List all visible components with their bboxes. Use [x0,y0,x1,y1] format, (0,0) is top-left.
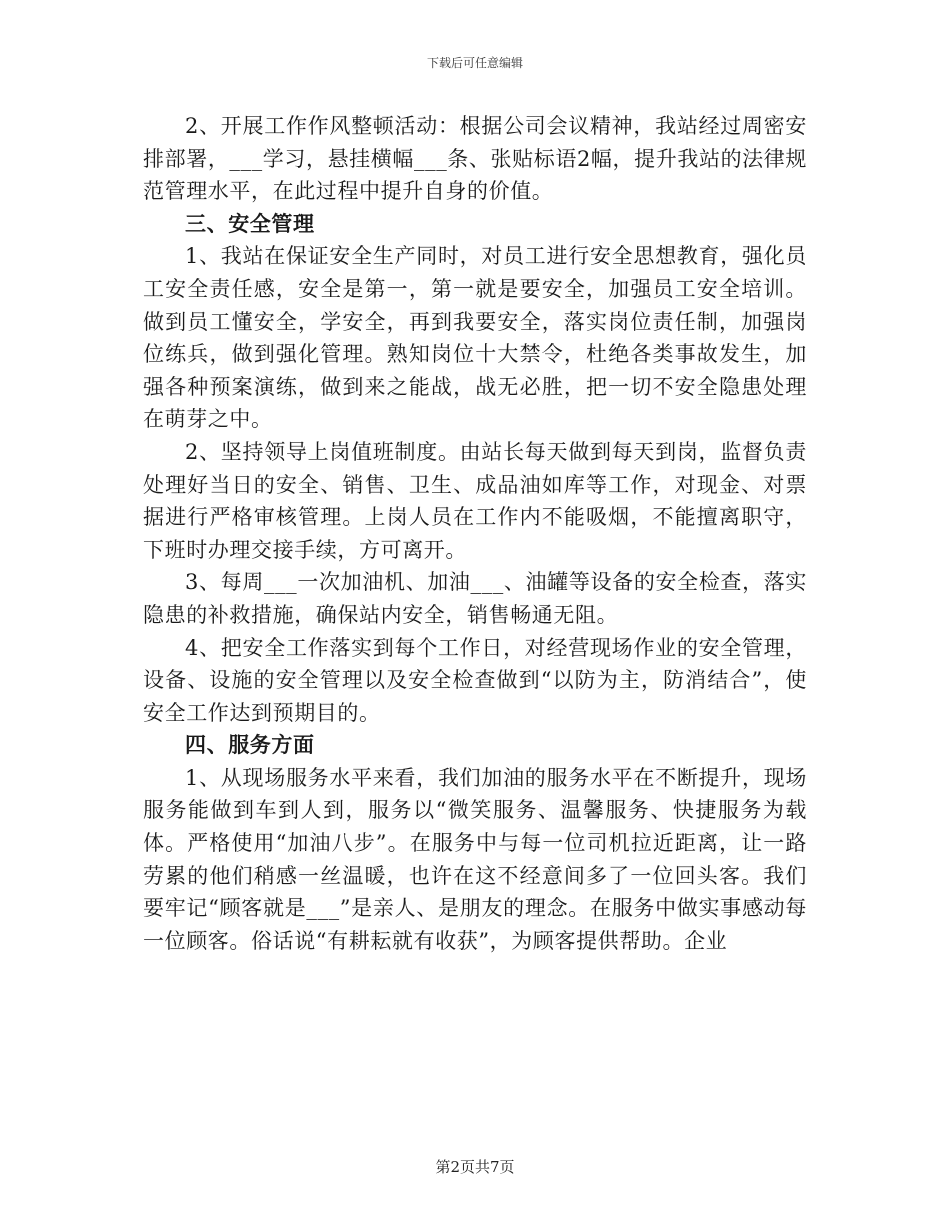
page-number: 第2页共7页 [435,1158,515,1176]
document-body [143,110,807,957]
paragraph-safety-3: 3、每周___一次加油机、加油___、油罐等设备的安全检查，落实隐患的补救措施，确保站内安全，销售畅通无阻。 [143,570,807,627]
paragraph-work-style: 2、开展工作作风整顿活动：根据公司会议精神，我站经过周密安排部署，___学习，悬挂横幅___条、张贴标语2幅，提升我站的法律规范管理水平，在此过程中提升自身的价值。 [143,114,807,204]
paragraph-safety-1: 1、我站在保证安全生产同时，对员工进行安全思想教育，强化员工安全责任感，安全是第一，第一就是要安全，加强员工安全培训。做到员工懂安全，学安全，再到我要安全，落实岗位责任制，加强岗位练兵，做到强化管理。熟知岗位十大禁令，杜绝各类事故发生，加强各种预案演练，做到来之能战，战无必胜，把一切不安全隐患处理在萌芽之中。 [143,244,807,432]
section-heading-safety: 三、安全管理 [185,210,315,236]
paragraph-service-1: 1、从现场服务水平来看，我们加油的服务水平在不断提升，现场服务能做到车到人到，服务以“微笑服务、温馨服务、快捷服务为载体。严格使用“加油八步”。在服务中与每一位司机拉近距离，让一路劳累的他们稍感一丝温暖，也许在这不经意间多了一位回头客。我们要牢记“顾客就是___”是亲人、是朋友的理念。在服务中做实事感动每一位顾客。俗话说“有耕耘就有收获”，为顾客提供帮助。企业 [143,765,807,953]
paragraph-safety-2: 2、坚持领导上岗值班制度。由站长每天做到每天到岗，监督负责处理好当日的安全、销售、卫生、成品油如库等工作，对现金、对票据进行严格审核管理。上岗人员在工作内不能吸烟，不能擅离职守，下班时办理交接手续，方可离开。 [143,439,807,562]
section-heading-service: 四、服务方面 [185,732,315,758]
header-note: 下载后可任意编辑 [426,56,523,70]
paragraph-safety-4: 4、把安全工作落实到每个工作日，对经营现场作业的安全管理，设备、设施的安全管理以及安全检查做到“以防为主，防消结合”，使安全工作达到预期目的。 [143,635,807,725]
